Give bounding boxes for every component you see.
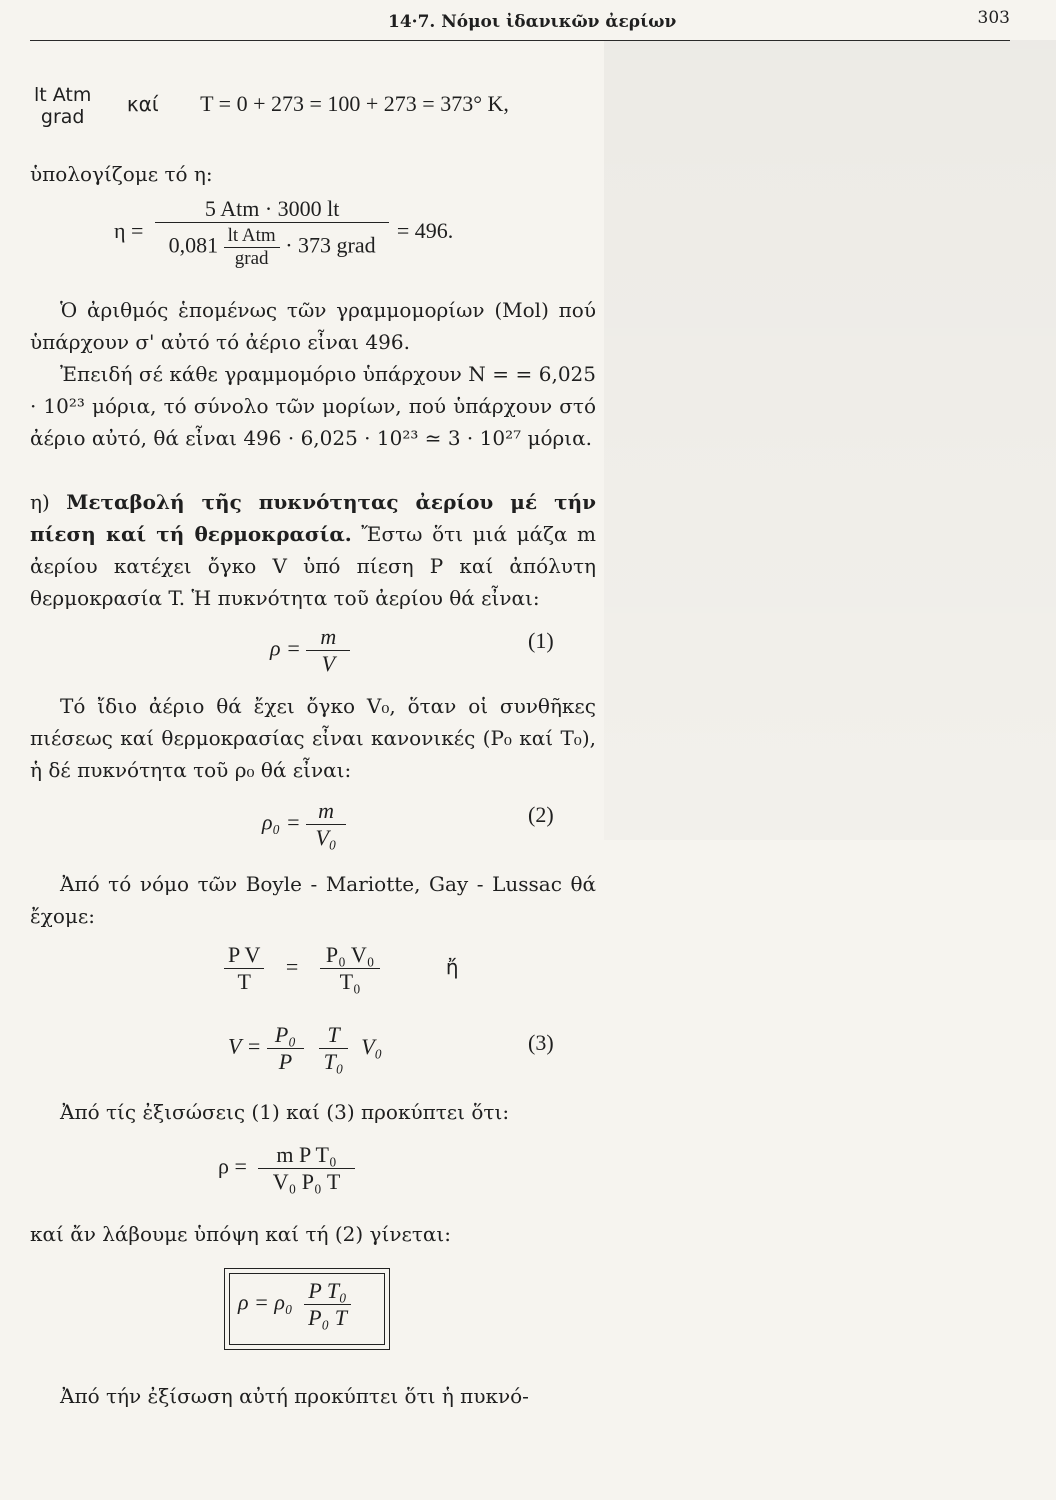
eta-denominator — [155, 223, 389, 270]
box-numerator: P T₀ — [304, 1278, 351, 1305]
equation-1-tag: (1) — [528, 628, 554, 653]
eta-den-unit — [224, 225, 280, 270]
gas-law-equation — [224, 942, 459, 995]
idio-paragraph: Τό ἴδιο ἀέριο θά ἔχει ὄγκο V₀, ὅταν οἱ συνθῆκες πιέσεως καί θερμοκρασίας εἶναι κανονικές (P₀ καί T₀), ἡ δέ πυκνότητα τοῦ ρ₀ θά εἶναι: — [30, 694, 596, 782]
apo-tis-paragraph: Ἀπό τίς ἐξισώσεις (1) καί (3) προκύπτει ὅτι: — [60, 1100, 510, 1124]
eta-den-unit-num: lt Atm — [224, 225, 280, 248]
running-header — [30, 4, 1010, 41]
section-title: 14·7. Νόμοι ἰδανικῶν ἀερίων — [388, 12, 677, 32]
epeidi-paragraph: Ἐπειδή σέ κάθε γραμμομόριο ὑπάρχουν N = = 6,025 · 10²³ μόρια, τό σύνολο τῶν μορίων, πού ὑπάρχουν στό ἀέριο αὐτό, θά εἶναι 496 · 6,025 · 10²³ ≃ 3 · 10²⁷ μόρια. — [30, 362, 596, 450]
equation-1 — [270, 624, 350, 677]
eq2-lhs: ρ₀ = — [262, 809, 301, 835]
last-line: Ἀπό τήν ἐξίσωση αὐτή προκύπτει ὅτι ἡ πυκνό- — [60, 1384, 529, 1408]
rho-denominator: V₀ P₀ T — [272, 1169, 341, 1194]
bleed-through-area — [604, 40, 1056, 840]
page-number: 303 — [977, 8, 1010, 28]
eta-numerator: 5 Atm · 3000 lt — [155, 196, 389, 223]
or-word: ἤ — [445, 954, 459, 979]
equation-2 — [262, 798, 346, 851]
unit-fraction — [30, 84, 95, 128]
eta-fraction — [155, 196, 389, 270]
kai-word: καί — [126, 92, 159, 117]
eta-den-coefficient: 0,081 — [168, 232, 219, 258]
rho-numerator: m P T₀ — [258, 1142, 354, 1169]
eq3-num-2: T — [319, 1022, 347, 1049]
ypologizome-line: ὑπολογίζομε τό η: — [30, 162, 213, 186]
eq1-lhs: ρ = — [270, 635, 301, 661]
gas-right-fraction — [320, 942, 381, 995]
eta-den-temperature: · 373 grad — [285, 232, 376, 258]
eq1-numerator: m — [306, 624, 350, 651]
eq2-fraction — [306, 798, 346, 851]
eq1-fraction — [306, 624, 350, 677]
eq3-fraction-1 — [267, 1022, 304, 1075]
arithmos-paragraph: Ὁ ἀριθμός ἑπομένως τῶν γραμμομορίων (Mol) πού ὑπάρχουν σ' αὐτό τό ἀέριο εἶναι 496. — [30, 298, 596, 354]
eta-result: = 496. — [396, 218, 454, 244]
box-denominator: P₀ T — [308, 1305, 347, 1330]
eq3-fraction-2 — [319, 1022, 347, 1075]
gas-left-num: P V — [224, 942, 264, 969]
eq3-tail: V₀ — [361, 1033, 383, 1059]
section-label: η) — [30, 490, 50, 514]
gas-right-num: P₀ V₀ — [320, 942, 381, 969]
rho-equation — [218, 1142, 355, 1195]
section-eta-paragraph — [30, 486, 596, 614]
gas-right-den: T₀ — [339, 969, 361, 994]
unit-denominator: grad — [40, 106, 85, 128]
rho-fraction — [258, 1142, 354, 1195]
box-fraction — [304, 1278, 351, 1331]
eq3-den-2: T₀ — [323, 1049, 344, 1074]
eta-den-unit-den: grad — [234, 248, 269, 269]
eq3-num-1: P₀ — [267, 1022, 304, 1049]
equation-3 — [228, 1022, 382, 1075]
eta-lhs: η = — [114, 218, 144, 244]
section-text: Ἔστω ὅτι μιά μάζα m ἀερίου κατέχει ὄγκο V ὑπό πίεση P καί ἀπόλυτη θερμοκρασία T. Ἡ πυκνότητα τοῦ ἀερίου θά εἶναι: — [30, 522, 597, 610]
box-lhs: ρ = ρ₀ — [238, 1289, 293, 1315]
eq1-denominator: V — [321, 651, 336, 676]
section-heading: Μεταβολή τῆς πυκνότητας ἀερίου μέ τήν πίεση καί τή θερμοκρασία. — [30, 490, 597, 546]
unit-numerator: lt Atm — [34, 84, 92, 106]
gas-left-fraction — [224, 942, 264, 995]
gas-equals: = — [285, 953, 299, 979]
eq2-denominator: V₀ — [315, 825, 337, 850]
apo-nomo-paragraph: Ἀπό τό νόμο τῶν Boyle - Mariotte, Gay - Lussac θά ἔχομε: — [30, 872, 596, 928]
equation-2-tag: (2) — [528, 802, 554, 827]
eq2-numerator: m — [306, 798, 346, 825]
gas-left-den: T — [237, 969, 251, 994]
boxed-equation — [238, 1278, 351, 1331]
kai-an-paragraph: καί ἄν λάβουμε ὑπόψη καί τή (2) γίνεται: — [30, 1222, 452, 1246]
equation-3-tag: (3) — [528, 1030, 554, 1055]
eq3-den-1: P — [278, 1049, 293, 1074]
rho-lhs: ρ = — [218, 1153, 247, 1179]
eq3-lhs: V = — [228, 1033, 262, 1059]
temperature-equation — [30, 84, 509, 128]
temperature-expression: T = 0 + 273 = 100 + 273 = 373° K, — [200, 91, 509, 117]
eta-equation — [114, 196, 453, 270]
